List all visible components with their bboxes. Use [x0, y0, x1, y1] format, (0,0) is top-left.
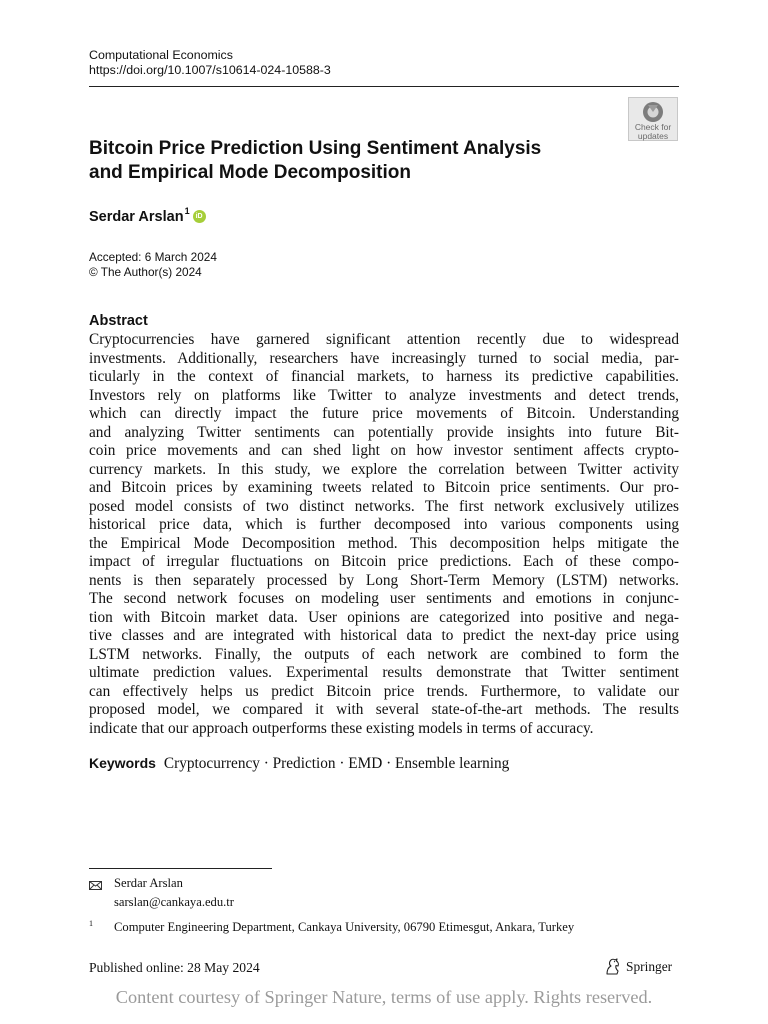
title-line: Bitcoin Price Prediction Using Sentiment Analysis	[89, 138, 542, 159]
orcid-glyph: iD	[195, 213, 203, 220]
envelope-icon	[89, 876, 114, 895]
journal-header	[89, 48, 331, 78]
abstract-line: the Empirical Mode Decomposition method. This decomposition helps mitigate the	[89, 534, 679, 552]
article-dates	[89, 250, 217, 280]
abstract-line: ticularly in the context of financial markets, to harness its predictive capabilities.	[89, 368, 679, 385]
springer-horse-icon	[604, 958, 622, 975]
abstract-line: investments. Additionally, researchers have increasingly turned to social media, par-	[89, 349, 679, 367]
abstract-line: impact of irregular fluctuations on Bitcoin price predictions. Each of these compo-	[89, 553, 679, 570]
footnote-rule	[89, 868, 272, 869]
contact-name: Serdar Arslan	[114, 876, 183, 890]
header-rule	[89, 86, 679, 87]
accepted-date: Accepted: 6 March 2024	[89, 250, 217, 264]
abstract-line: Investors rely on platforms like Twitter to analyze investments and detect trends,	[89, 386, 679, 404]
abstract-line: nents is then separately processed by Long Short-Term Memory (LSTM) networks.	[89, 571, 679, 589]
abstract-line: posed model consists of two distinct networks. The first network exclusively utilizes	[89, 497, 679, 515]
journal-name: Computational Economics	[89, 48, 233, 62]
badge-line-2: updates	[637, 130, 669, 141]
badge-line-1: Check for	[634, 122, 672, 132]
corresponding-author	[89, 876, 234, 910]
abstract-line: indicate that our approach outperforms these existing models in terms of accuracy.	[89, 719, 594, 737]
abstract-line: and analyzing Twitter sentiments can potentially provide insights into future Bit-	[89, 423, 679, 441]
author-name[interactable]: Serdar Arslan	[89, 209, 184, 225]
title-line: and Empirical Mode Decomposition	[89, 161, 411, 183]
abstract-line: proposed model, we compared it with several state-of-the-art methods. The results	[89, 701, 679, 718]
article-title	[89, 137, 609, 184]
publisher-logo[interactable]	[604, 958, 672, 975]
published-online: Published online: 28 May 2024	[89, 960, 260, 975]
abstract-line: which can directly impact the future price movements of Bitcoin. Understanding	[89, 405, 679, 422]
affiliation-footnote	[89, 919, 574, 935]
abstract-line: historical price data, which is further decomposed into various components using	[89, 516, 679, 533]
abstract-line: The second network focuses on modeling user sentiments and emotions in conjunc-	[89, 590, 679, 607]
contact-email[interactable]: sarslan@cankaya.edu.tr	[114, 894, 234, 909]
copyright-notice: © The Author(s) 2024	[89, 265, 202, 279]
abstract-line: ultimate prediction values. Experimental results demonstrate that Twitter sentiment	[89, 664, 679, 681]
abstract-heading: Abstract	[89, 313, 148, 329]
abstract-line: Cryptocurrencies have garnered significant attention recently due to widespread	[89, 331, 679, 348]
keywords-values: Cryptocurrency · Prediction · EMD · Ensemble learning	[163, 755, 510, 772]
affiliation-mark: 1	[89, 919, 93, 928]
check-for-updates-badge[interactable]	[628, 97, 678, 141]
abstract-line: tion with Bitcoin market data. User opinions are categorized into positive and nega-	[89, 608, 679, 626]
abstract-line: currency markets. In this study, we explore the correlation between Twitter activity	[89, 460, 679, 478]
abstract-line: LSTM networks. Finally, the outputs of each network are combined to form the	[89, 645, 679, 663]
keywords-label: Keywords	[89, 755, 156, 771]
abstract-line: and Bitcoin prices by examining tweets related to Bitcoin price sentiments. Our pro-	[89, 479, 679, 496]
keywords-line	[89, 755, 509, 773]
orcid-icon[interactable]	[193, 210, 206, 223]
author-affiliation-mark: 1	[184, 206, 190, 216]
crossmark-icon	[642, 101, 664, 123]
affiliation-text: Computer Engineering Department, Cankaya University, 06790 Etimesgut, Ankara, Turkey	[114, 920, 575, 934]
abstract-line: can effectively helps us predict Bitcoin price trends. Furthermore, to validate our	[89, 682, 679, 700]
author-line	[89, 208, 206, 226]
abstract-line: coin price movements and can shed light on how investor sentiment affects crypto-	[89, 442, 679, 459]
abstract-body	[89, 331, 679, 738]
courtesy-notice: Content courtesy of Springer Nature, terms of use apply. Rights reserved.	[115, 987, 653, 1007]
publisher-name: Springer	[626, 958, 673, 974]
doi-link[interactable]: https://doi.org/10.1007/s10614-024-10588-3	[89, 63, 331, 77]
abstract-line: tive classes and are integrated with historical data to predict the next-day price using	[89, 627, 679, 644]
